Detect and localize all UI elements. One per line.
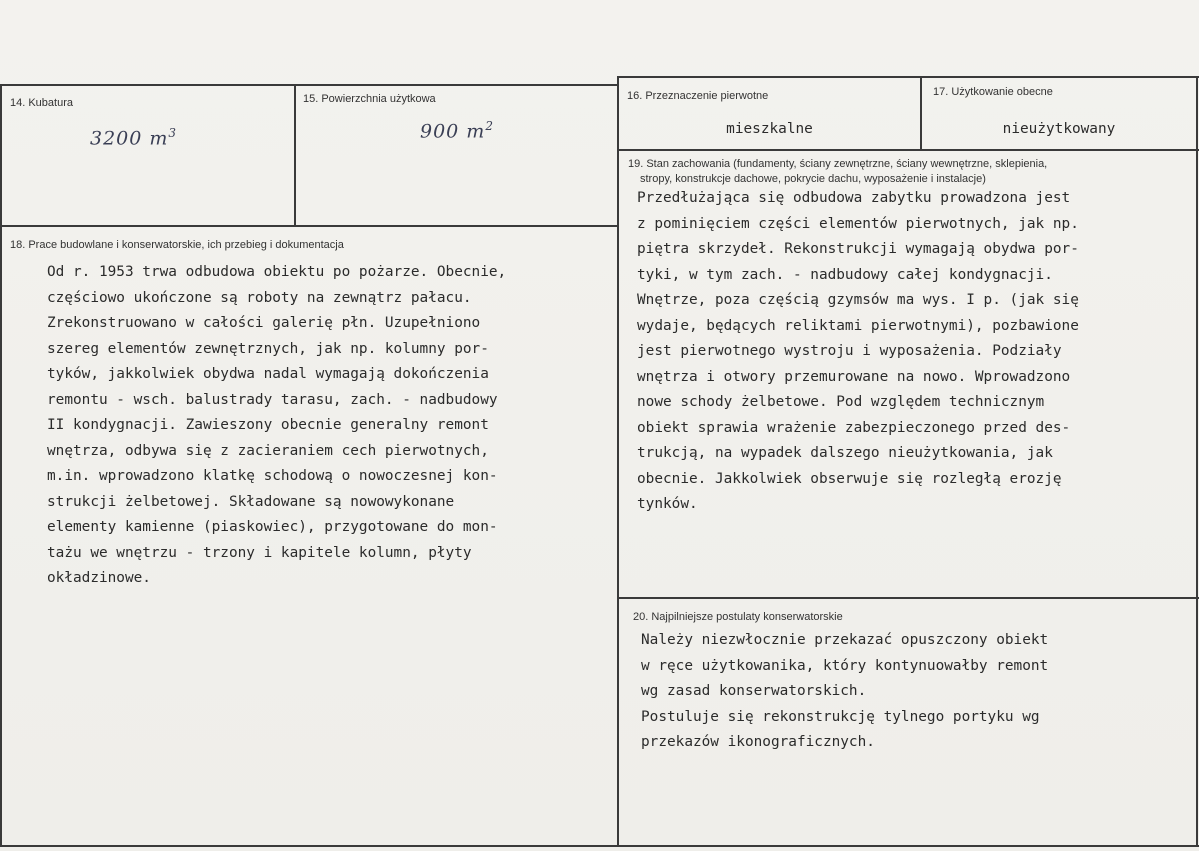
przeznaczenie-value: mieszkalne xyxy=(726,121,813,137)
text-line: strukcji żelbetowej. Składowane są nowowykonane xyxy=(47,493,455,510)
text-line: wg zasad konserwatorskich. xyxy=(641,683,867,699)
powierzchnia-label: 15. Powierzchnia użytkowa xyxy=(303,93,436,105)
text-line: Postuluje się rekonstrukcję tylnego portyku wg xyxy=(641,708,1040,725)
divider xyxy=(0,84,617,86)
uzytkowanie-label: 17. Użytkowanie obecne xyxy=(933,86,1053,98)
text-line: Zrekonstruowano w całości galerię płn. Uzupełniono xyxy=(47,315,481,331)
divider xyxy=(1196,76,1198,847)
text-line: okładzinowe. xyxy=(47,570,151,586)
stan-label-line1: 19. Stan zachowania (fundamenty, ściany zewnętrzne, ściany wewnętrzne, sklepienia, xyxy=(628,158,1048,170)
text-line: tyki, w tym zach. - nadbudowy całej kondygnacji. xyxy=(637,266,1053,283)
postulaty-text xyxy=(641,628,1048,756)
kubatura-exponent: 3 xyxy=(168,126,178,140)
prace-label: 18. Prace budowlane i konserwatorskie, ich przebieg i dokumentacja xyxy=(10,239,344,251)
divider xyxy=(0,225,617,227)
divider xyxy=(0,84,2,847)
text-line: elementy kamienne (piaskowiec), przygotowane do mon- xyxy=(47,519,498,535)
przeznaczenie-label: 16. Przeznaczenie pierwotne xyxy=(627,90,769,102)
text-line: m.in. wprowadzono klatkę schodową o nowoczesnej kon- xyxy=(47,468,498,484)
stan-label-line2: stropy, konstrukcje dachowe, pokrycie dachu, wyposażenie i instalacje) xyxy=(640,173,986,185)
powierzchnia-number: 900 m xyxy=(420,120,486,143)
text-line: remontu - wsch. balustrady tarasu, zach. - nadbudowy xyxy=(47,391,498,408)
text-line: szereg elementów zewnętrznych, jak np. kolumny por- xyxy=(47,340,489,357)
divider xyxy=(617,149,1199,151)
text-line: Wnętrze, poza częścią gzymsów ma wys. I p. (jak się xyxy=(637,292,1079,308)
text-line: przekazów ikonograficznych. xyxy=(641,734,875,750)
text-line: jest pierwotnego wystroju i wyposażenia. Podziały xyxy=(637,343,1062,359)
kubatura-label: 14. Kubatura xyxy=(10,97,73,109)
stan-text xyxy=(637,186,1079,518)
prace-text xyxy=(47,260,506,592)
text-line: wydaje, będących reliktami pierwotnymi), pozbawione xyxy=(637,317,1079,334)
divider xyxy=(294,84,296,227)
powierzchnia-exponent: 2 xyxy=(485,119,494,133)
text-line: Od r. 1953 trwa odbudowa obiektu po pożarze. Obecnie, xyxy=(47,264,507,280)
divider xyxy=(617,597,1199,599)
text-line: częściowo ukończone są roboty na zewnątrz pałacu. xyxy=(47,289,472,306)
text-line: Należy niezwłocznie przekazać opuszczony obiekt xyxy=(641,632,1049,648)
text-line: wnętrza i otwory przemurowane na nowo. Wprowadzono xyxy=(637,368,1071,385)
text-line: obecnie. Jakkolwiek obserwuje się rozległą erozję xyxy=(637,470,1062,487)
text-line: z pominięciem części elementów pierwotnych, jak np. xyxy=(637,215,1079,232)
text-line: tażu we wnętrzu - trzony i kapitele kolumn, płyty xyxy=(47,544,472,561)
divider xyxy=(617,76,1199,78)
text-line: wnętrza, odbywa się z zacieraniem cech pierwotnych, xyxy=(47,442,489,459)
text-line: tynków. xyxy=(637,496,698,512)
text-line: II kondygnacji. Zawieszony obecnie generalny remont xyxy=(47,417,489,433)
text-line: nowe schody żelbetowe. Pod względem technicznym xyxy=(637,394,1045,410)
kubatura-value xyxy=(90,126,177,149)
text-line: Przedłużająca się odbudowa zabytku prowadzona jest xyxy=(637,190,1071,206)
text-line: w ręce użytkowanika, który kontynuowałby remont xyxy=(641,657,1049,674)
divider xyxy=(617,76,619,847)
text-line: obiekt sprawia wrażenie zabezpieczonego przed des- xyxy=(637,419,1071,436)
uzytkowanie-value: nieużytkowany xyxy=(1002,121,1116,137)
text-line: tyków, jakkolwiek obydwa nadal wymagają dokończenia xyxy=(47,366,489,382)
divider xyxy=(0,845,1199,847)
postulaty-label: 20. Najpilniejsze postulaty konserwatorskie xyxy=(633,611,843,623)
text-line: piętra skrzydeł. Rekonstrukcji wymagają obydwa por- xyxy=(637,241,1079,257)
kubatura-number: 3200 m xyxy=(90,127,169,150)
divider xyxy=(920,76,922,151)
text-line: trukcją, na wypadek dalszego nieużytkowania, jak xyxy=(637,445,1053,461)
powierzchnia-value xyxy=(420,119,494,142)
